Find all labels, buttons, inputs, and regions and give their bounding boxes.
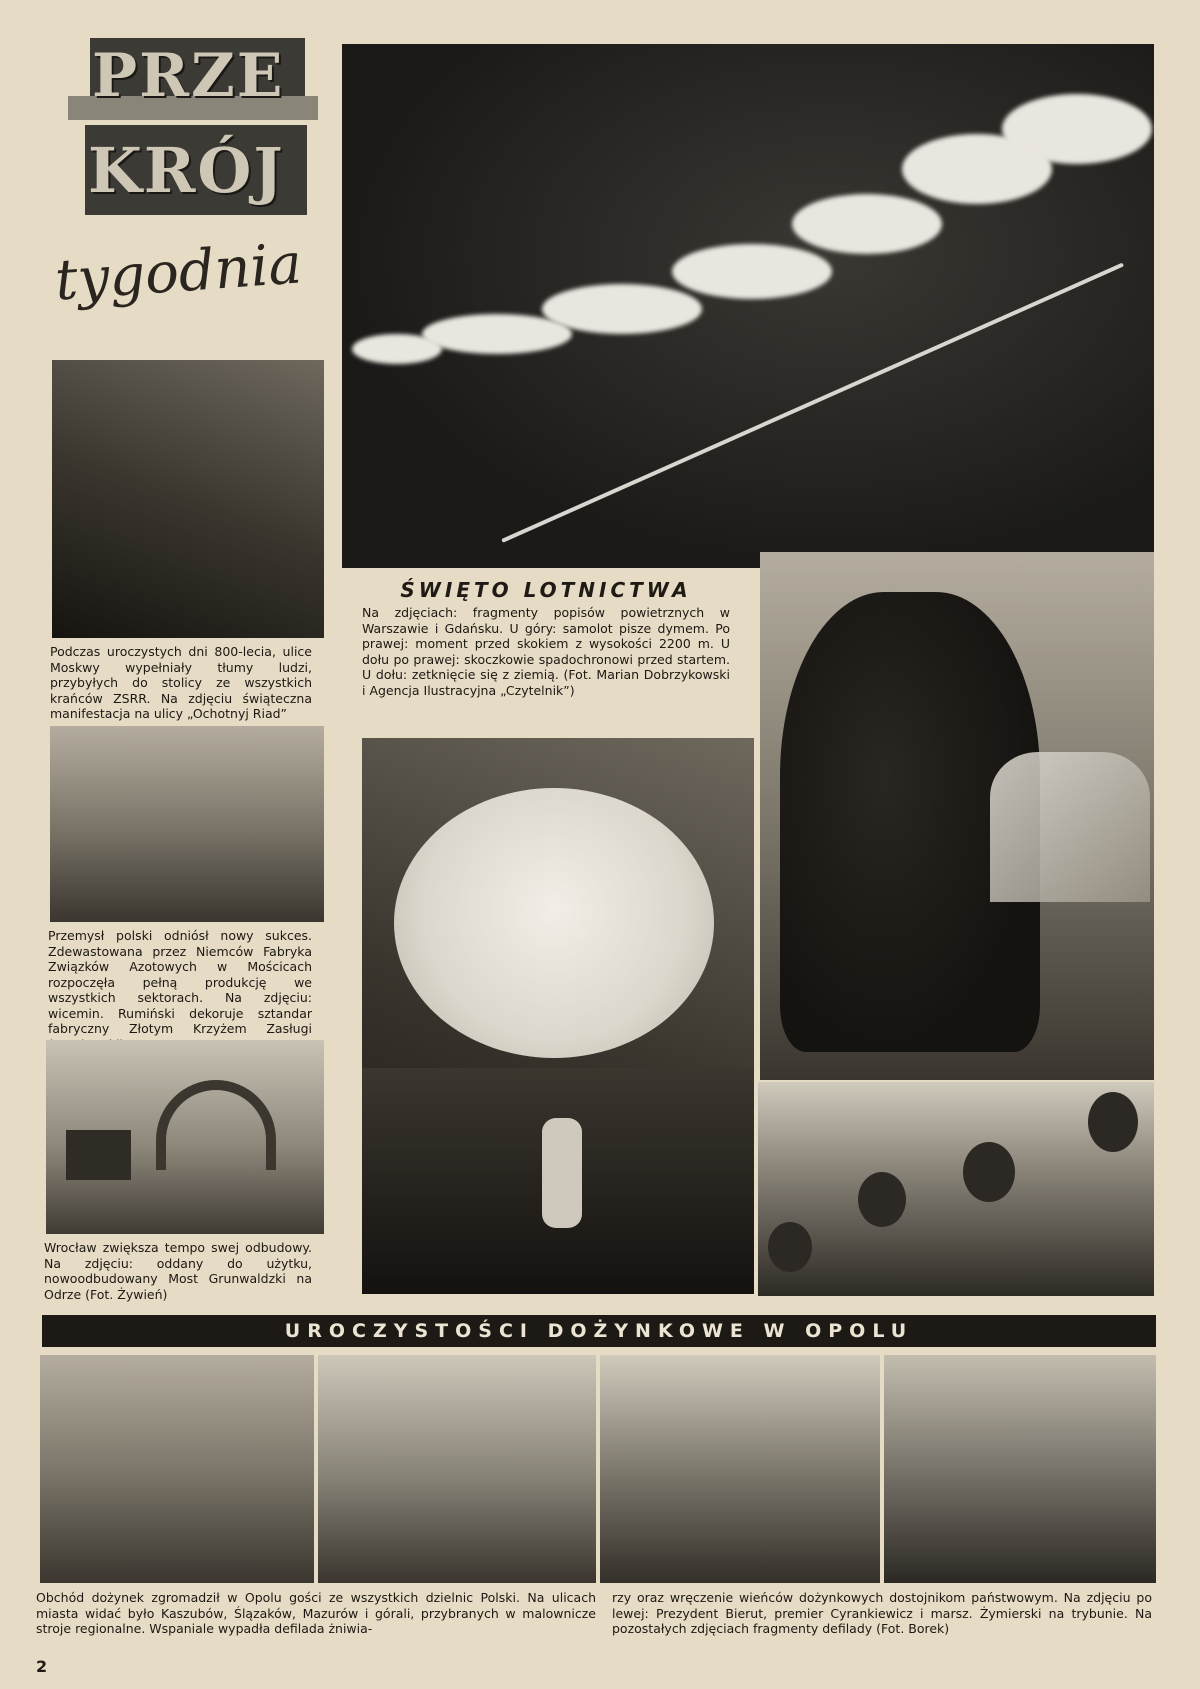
bridge-arch	[156, 1080, 276, 1170]
photo-pilot-before-jump	[760, 552, 1154, 1080]
caption-moscow: Podczas uroczystych dni 800-lecia, ulice Moskwy wypełniały tłumy ludzi, przybyłych do stolicy ze wszystkich krańców ZSRR. Na zdjęciu świąteczna manifestacja na ulicy „Ochotnyj Riad”	[50, 644, 312, 721]
paratrooper-head	[858, 1172, 906, 1227]
smoke-cloud	[422, 314, 572, 354]
paratrooper-head	[768, 1222, 812, 1272]
parachutist-figure-front	[542, 1118, 582, 1228]
parachute-canopy	[394, 788, 714, 1058]
masthead-word-top: PRZE	[92, 41, 285, 111]
page-number: 2	[36, 1657, 48, 1676]
smoke-cloud	[672, 244, 832, 299]
tram	[66, 1130, 131, 1180]
photo-harvest-parade-3	[884, 1355, 1156, 1583]
photo-skywriting	[342, 44, 1154, 568]
photo-wroclaw-bridge	[46, 1040, 324, 1234]
smoke-cloud	[352, 334, 442, 364]
caption-industry: Przemysł polski odniósł nowy sukces. Zdewastowana przez Niemców Fabryka Związków Azotowych w Mościcach rozpoczęła pełną produkcję we wszystkich sektorach. Na zdjęciu: wicemin. Rumiński dekoruje sztandar fabryczny Złotym Krzyżem Zasługi	[48, 928, 312, 1036]
masthead-script: tygodnia	[52, 231, 304, 314]
paratrooper-head	[963, 1142, 1015, 1202]
paratrooper-head	[1088, 1092, 1138, 1152]
photo-harvest-parade-2	[600, 1355, 880, 1583]
photo-harvest-tribune	[40, 1355, 314, 1583]
photo-moscow-crowd	[52, 360, 324, 638]
masthead-word-bottom: KRÓJ	[88, 134, 285, 207]
harvest-banner: UROCZYSTOŚCI DOŻYNKOWE W OPOLU	[42, 1315, 1156, 1347]
harvest-caption-right: rzy oraz wręczenie wieńców dożynkowych dostojnikom państwowym. Na zdjęciu po lewej: Prezydent Bierut, premier Cyrankiewicz i marsz. Żymierski na trybunie. Na pozostałych zdjęciach fragmenty defilady (Fot. Borek)	[612, 1590, 1152, 1636]
aviation-heading: ŚWIĘTO LOTNICTWA	[400, 578, 692, 602]
smoke-cloud	[902, 134, 1052, 204]
photo-factory-banner	[50, 726, 324, 922]
photo-harvest-parade-1	[318, 1355, 596, 1583]
photo-paratroopers	[758, 1082, 1154, 1296]
photo-parachute	[362, 738, 754, 1294]
caption-wroclaw: Wrocław zwiększa tempo swej odbudowy. Na zdjęciu: oddany do użytku, nowoodbudowany Most Grunwaldzki na Odrze (Fot. Żywień)	[44, 1240, 312, 1302]
harvest-caption-left: Obchód dożynek zgromadził w Opolu gości ze wszystkich dzielnic Polski. Na ulicach miasta widać było Kaszubów, Ślązaków, Mazurów i górali, przybranych w malownicze stroje regionalne. Wspaniale wypadła defilada żniwia-	[36, 1590, 596, 1636]
smoke-cloud	[792, 194, 942, 254]
aircraft-canopy	[990, 752, 1150, 902]
aviation-caption: Na zdjęciach: fragmenty popisów powietrznych w Warszawie i Gdańsku. U góry: samolot pisze dymem. Po prawej: moment przed skokiem z wysokości 2200 m. U dołu po prawej: skoczkowie spadochronowi przed startem. U dołu: zetknięcie się z ziemią. (Fot. Marian Dobrzykowski i Agencja Ilustracyjna „Czytelnik”)	[362, 605, 730, 698]
